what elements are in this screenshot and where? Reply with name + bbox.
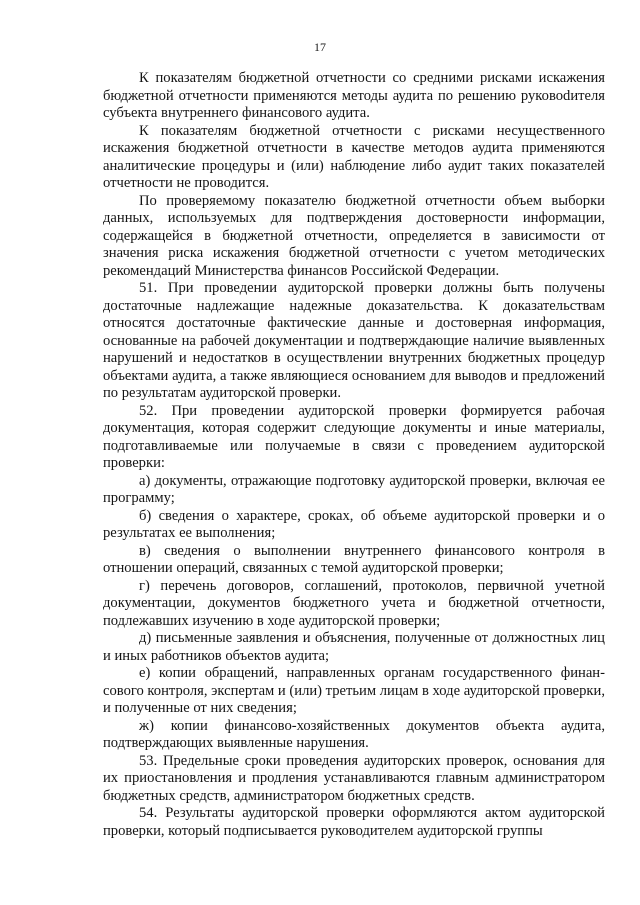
list-item-a: а) документы, отражающие подготовку аудиторской проверки, включая ее программу; <box>103 472 605 506</box>
paragraph-51-evidence: 51. При проведении аудиторской проверки должны быть получены достаточные надлежащие надежные доказательства. К доказательствам относятся достаточные фактические данные и достоверная информация, основанные на рабочей документации и подтверждающие наличие выявленных нарушений и недостатков в осуществлении внутренних бюджетных процедур объектами аудита, а также являющиеся основанием для выводов и предложений по результатам аудиторской проверки. <box>103 280 605 401</box>
list-item-b: б) сведения о характере, сроках, об объеме аудиторской проверки и о результатах ее выполнения; <box>103 507 605 541</box>
list-item-v: в) сведения о выполнении внутреннего финансового контроля в отношении операций, связанных с темой аудиторской проверки; <box>103 542 605 576</box>
paragraph-54-results: 54. Результаты аудиторской проверки оформляются актом аудиторской проверки, который подписывается руководителем аудиторской группы <box>103 805 605 839</box>
list-item-g: г) перечень договоров, соглашений, протоколов, первичной учетной документации, документов бюджетного учета и бюджетной отчетности, подлежавших изучению в ходе аудиторской проверки; <box>103 577 605 629</box>
paragraph-risk-insignificant: К показателям бюджетной отчетности с рисками несущественного искажения бюджетной отчетности в качестве методов аудита применяются аналитические процедуры и (или) наблюдение либо аудит таких показателей отчетности не проводится. <box>103 122 605 191</box>
list-item-d: д) письменные заявления и объяснения, полученные от должностных лиц и иных работников объектов аудита; <box>103 630 605 664</box>
list-item-e: е) копии обращений, направленных органам государственного финансового контроля, экспертам и (или) третьим лицам в ходе аудиторской проверки, и полученные от них сведения; <box>103 665 605 716</box>
paragraph-sample-size: По проверяемому показателю бюджетной отчетности объем выборки данных, используемых для подтверждения достоверности информации, содержащейся в бюджетной отчетности, определяется в зависимости от значения риска искажения бюджетной отчетности с учетом методических рекомендаций Министерства финансов Российской Федерации. <box>103 192 605 279</box>
page-number: 17 <box>314 40 326 54</box>
document-body <box>103 70 605 840</box>
paragraph-risk-medium: К показателям бюджетной отчетности со средними рисками искажения бюджетной отчетности применяются методы аудита по решению руковоdителя субъекта внутреннего финансового аудита. <box>103 70 605 121</box>
paragraph-53-deadlines: 53. Предельные сроки проведения аудиторских проверок, основания для их приостановления и продления устанавливаются главным администратором бюджетных средств, администратором бюджетных средств. <box>103 752 605 804</box>
list-item-zh: ж) копии финансово-хозяйственных документов объекта аудита, подтверждающих выявленные нарушения. <box>103 717 605 751</box>
paragraph-52-working-docs: 52. При проведении аудиторской проверки формируется рабочая документация, которая содержит следующие документы и иные материалы, подготавливаемые или получаемые в связи с проведением аудиторской проверки: <box>103 402 605 471</box>
